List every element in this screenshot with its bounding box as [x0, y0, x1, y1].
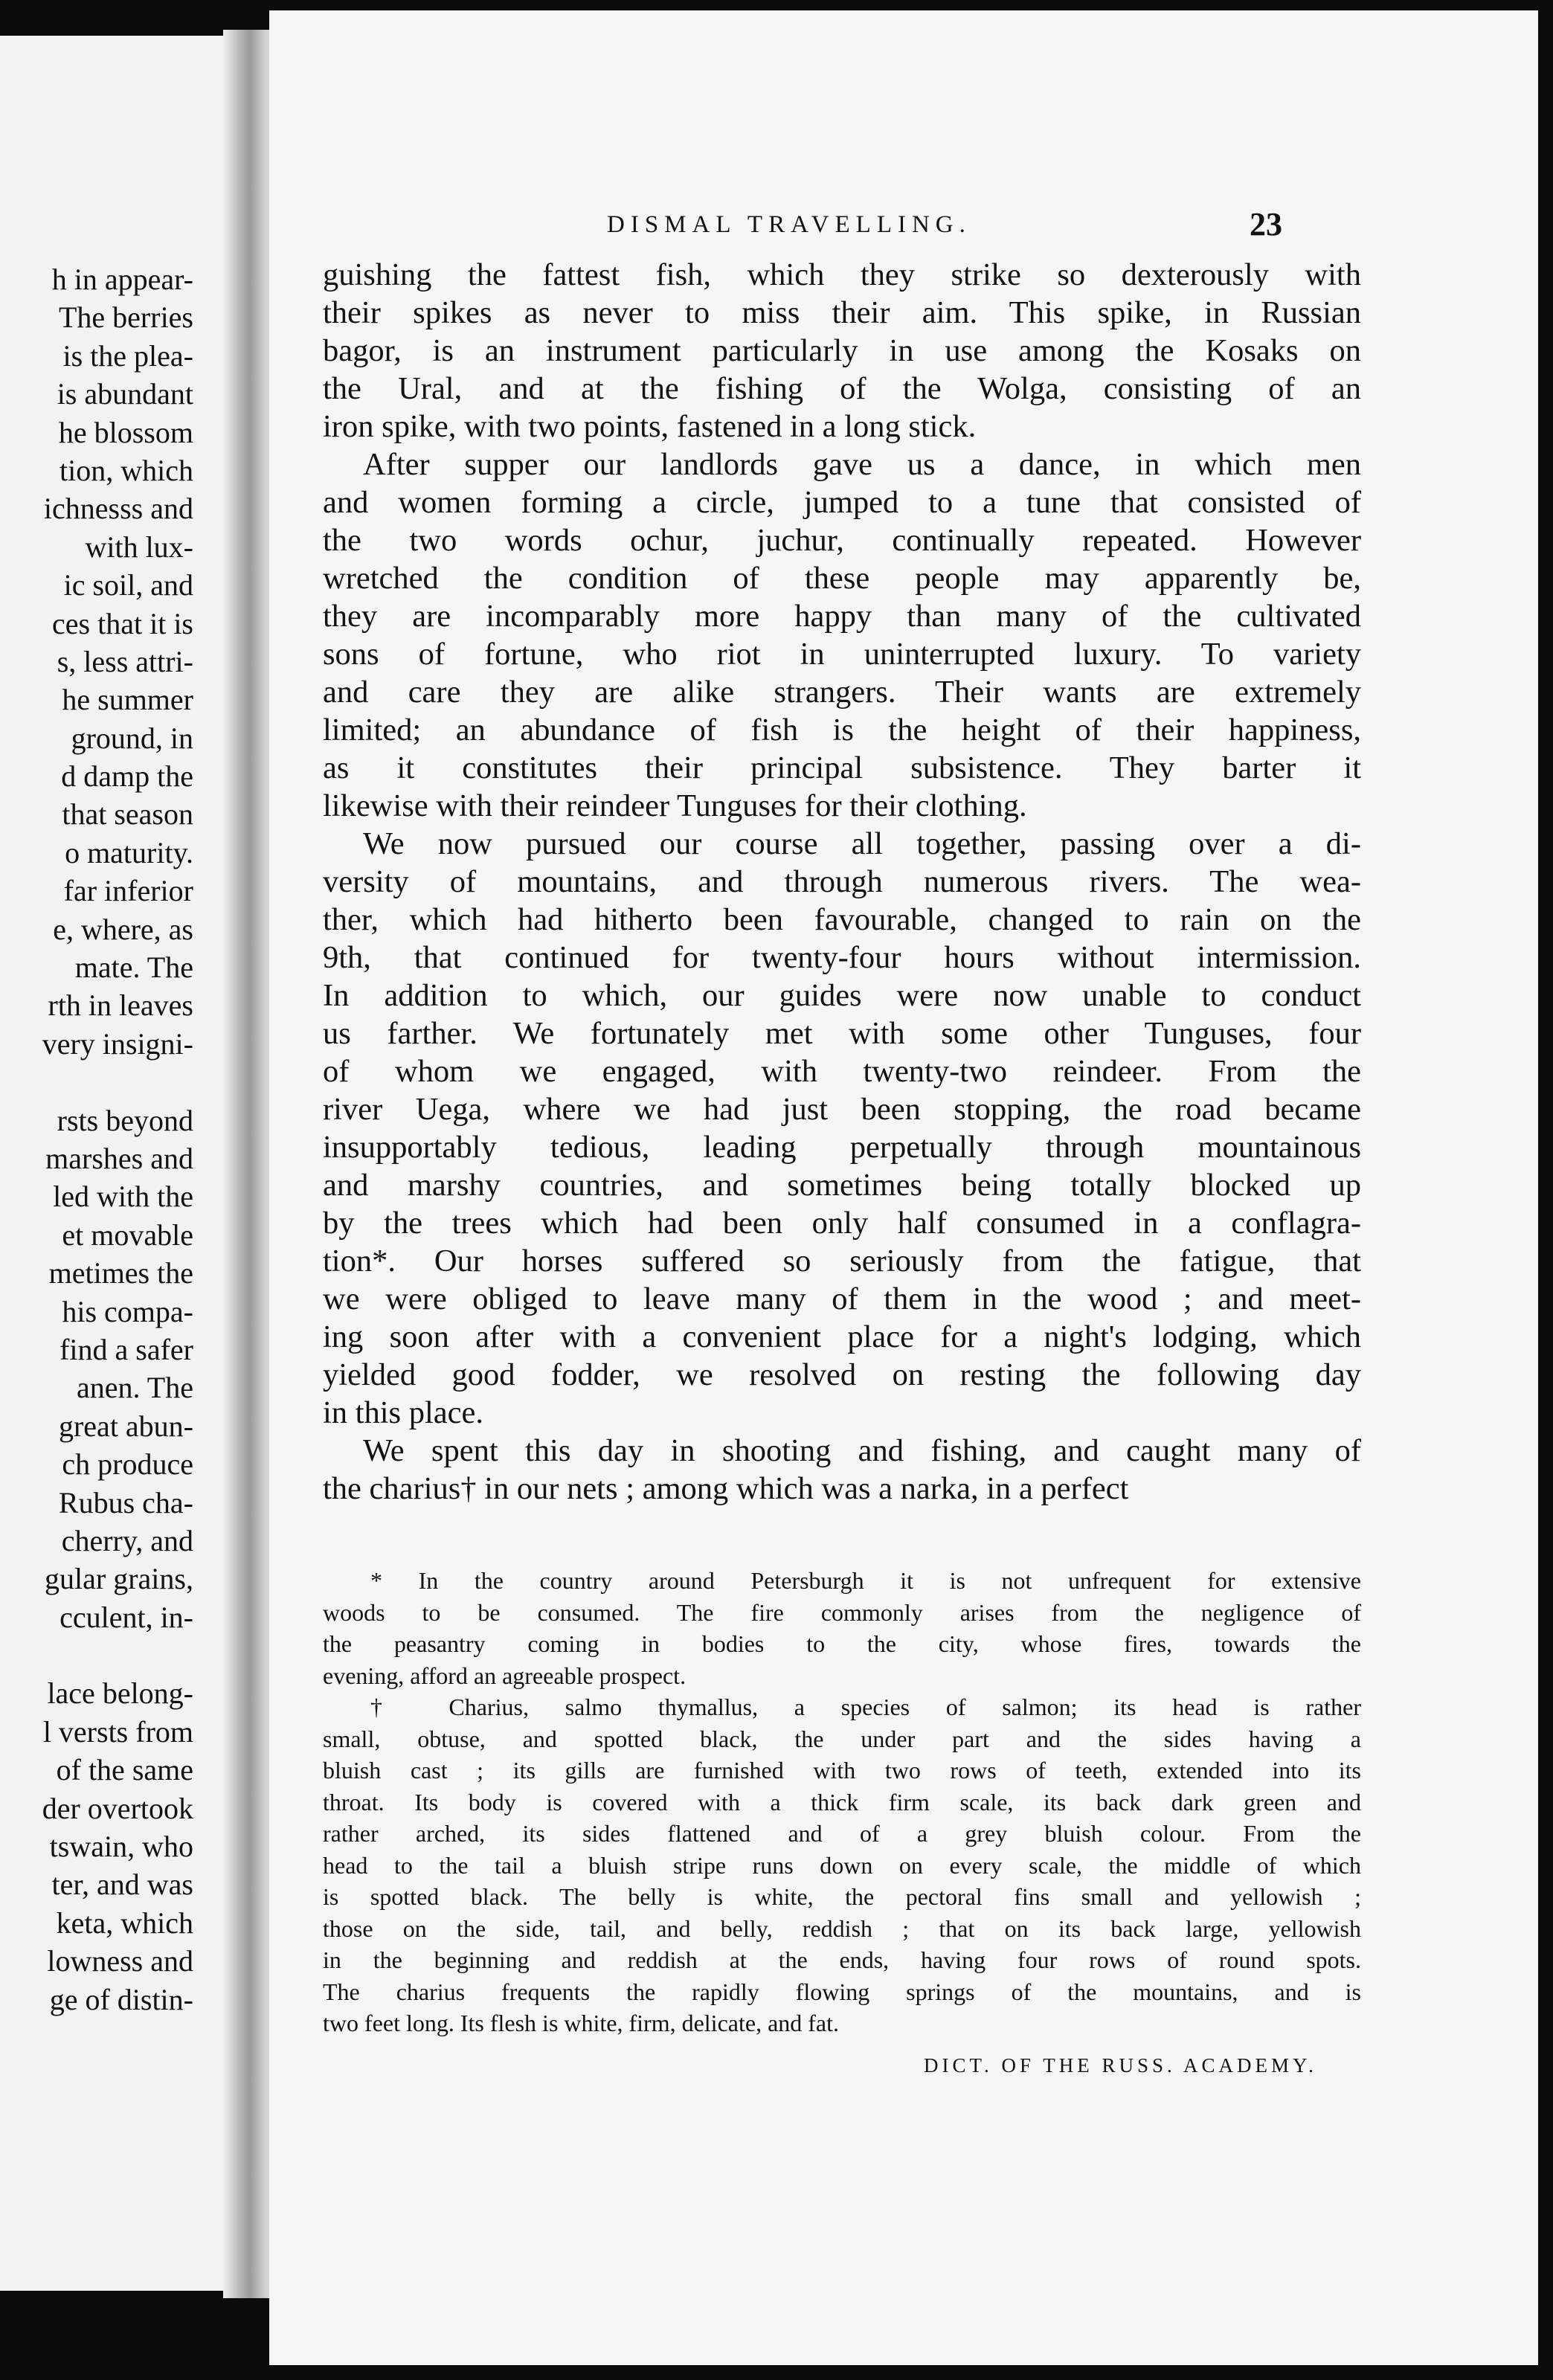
- footnote-line: woods to be consumed. The fire commonly arises from the negligence of: [323, 1598, 1361, 1626]
- footnote-line: bluish cast ; its gills are furnished with two rows of teeth, extended into its: [323, 1757, 1361, 1784]
- text-line: and marshy countries, and sometimes being totally blocked up: [323, 1168, 1361, 1203]
- left-page-line: h in appear-: [51, 263, 193, 296]
- text-line: their spikes as never to miss their aim. This spike, in Russian: [323, 295, 1361, 330]
- left-page-line: [0, 1063, 193, 1101]
- left-page-line: marshes and: [45, 1141, 193, 1175]
- text-line: sons of fortune, who riot in uninterrupted luxury. To variety: [323, 637, 1361, 672]
- left-page-line: ter, and was: [51, 1868, 193, 1902]
- page-header: [269, 206, 1534, 256]
- footnote-line: rather arched, its sides flattened and of a grey bluish colour. From the: [323, 1820, 1361, 1847]
- left-page-line: Rubus cha-: [58, 1485, 193, 1519]
- left-page-line: find a safer: [60, 1332, 193, 1366]
- left-page-line: lowness and: [47, 1944, 193, 1978]
- left-page-line: e, where, as: [53, 912, 193, 946]
- left-page-line: tion, which: [60, 453, 193, 487]
- left-page-line: is abundant: [57, 377, 193, 411]
- text-line: 9th, that continued for twenty-four hours without intermission.: [323, 940, 1361, 975]
- left-page: [0, 36, 245, 2291]
- left-page-line: ground, in: [71, 721, 193, 755]
- text-line: wretched the condition of these people may apparently be,: [323, 561, 1361, 596]
- text-line: bagor, is an instrument particularly in use among the Kosaks on: [323, 333, 1361, 368]
- left-page-line: rth in leaves: [48, 988, 193, 1023]
- text-line: the charius† in our nets ; among which was a narka, in a perfect: [323, 1471, 1129, 1506]
- footnote-line: The charius frequents the rapidly flowing springs of the mountains, and is: [323, 1978, 1361, 2005]
- left-page-line: The berries: [58, 300, 193, 335]
- text-line: ther, which had hitherto been favourable, changed to rain on the: [323, 902, 1361, 937]
- left-page-line: he blossom: [58, 415, 193, 449]
- left-page-line: et movable: [62, 1218, 193, 1252]
- left-page-line: far inferior: [63, 874, 193, 908]
- footnote-line: throat. Its body is covered with a thick firm scale, its back dark green and: [323, 1788, 1361, 1815]
- footnote-line: small, obtuse, and spotted black, the under part and the sides having a: [323, 1725, 1361, 1752]
- left-page-line: very insigni-: [42, 1026, 193, 1061]
- running-head: DISMAL TRAVELLING.: [607, 211, 971, 238]
- left-page-line: anen. The: [77, 1371, 193, 1405]
- text-line: tion*. Our horses suffered so seriously from the fatigue, that: [323, 1244, 1361, 1279]
- left-page-line: gular grains,: [45, 1562, 193, 1596]
- left-page-line: d damp the: [61, 759, 193, 794]
- page-number: 23: [1250, 206, 1282, 242]
- text-line: as it constitutes their principal subsistence. They barter it: [323, 750, 1361, 785]
- text-line: iron spike, with two points, fastened in a long stick.: [323, 409, 977, 444]
- left-page-line: o maturity.: [65, 835, 193, 869]
- left-page-line: rsts beyond: [57, 1103, 193, 1137]
- left-page-line: metimes the: [48, 1256, 193, 1290]
- footnote-line: is spotted black. The belly is white, the pectoral fins small and yellowish ;: [323, 1883, 1361, 1910]
- text-line: We now pursued our course all together, passing over a di-: [363, 826, 1361, 861]
- left-page-line: ic soil, and: [63, 568, 193, 602]
- text-line: the two words ochur, juchur, continually repeated. However: [323, 523, 1361, 558]
- text-line: insupportably tedious, leading perpetually through mountainous: [323, 1130, 1361, 1165]
- left-page-line: s, less attri-: [57, 644, 193, 678]
- text-line: river Uega, where we had just been stopping, the road became: [323, 1092, 1361, 1127]
- left-page-line: ces that it is: [52, 606, 193, 640]
- left-page-line: l versts from: [42, 1714, 193, 1749]
- left-page-line: [0, 1636, 193, 1674]
- text-line: We spent this day in shooting and fishing, and caught many of: [363, 1433, 1361, 1468]
- left-page-line: ge of distin-: [49, 1982, 193, 2016]
- left-page-line: great abun-: [58, 1409, 193, 1443]
- footnote-attribution: DICT. OF THE RUSS. ACADEMY.: [924, 2054, 1317, 2077]
- footnote-line: the peasantry coming in bodies to the city, whose fires, towards the: [323, 1630, 1361, 1657]
- text-line: yielded good fodder, we resolved on resting the following day: [323, 1357, 1361, 1392]
- text-line: After supper our landlords gave us a dance, in which men: [363, 447, 1361, 482]
- left-page-line: ichnesss and: [43, 492, 193, 526]
- footnote-line: * In the country around Petersburgh it is not unfrequent for extensive: [370, 1567, 1361, 1594]
- footnote-line: those on the side, tail, and belly, reddish ; that on its back large, yellowish: [323, 1914, 1361, 1942]
- left-page-line: keta, which: [56, 1905, 193, 1940]
- footnote-line: head to the tail a bluish stripe runs down on every scale, the middle of which: [323, 1851, 1361, 1879]
- footnote-line: † Charius, salmo thymallus, a species of salmon; its head is rather: [370, 1694, 1361, 1720]
- text-line: in this place.: [323, 1395, 483, 1430]
- text-line: guishing the fattest fish, which they strike so dexterously with: [323, 257, 1361, 292]
- text-line: and women forming a circle, jumped to a tune that consisted of: [323, 485, 1361, 520]
- text-line: and care they are alike strangers. Their wants are extremely: [323, 675, 1361, 710]
- text-line: us farther. We fortunately met with some other Tunguses, four: [323, 1016, 1361, 1051]
- left-page-line: lace belong-: [47, 1676, 193, 1711]
- text-line: they are incomparably more happy than many of the cultivated: [323, 599, 1361, 634]
- left-page-line: led with the: [53, 1180, 193, 1214]
- footnote-line: two feet long. Its flesh is white, firm, delicate, and fat.: [323, 2010, 840, 2036]
- footnote-line: evening, afford an agreeable prospect.: [323, 1662, 687, 1689]
- body-text: [323, 256, 1361, 1508]
- left-page-line: his compa-: [62, 1294, 193, 1328]
- text-line: the Ural, and at the fishing of the Wolga, consisting of an: [323, 371, 1361, 406]
- left-page-line: mate. The: [74, 951, 193, 985]
- left-page-line: of the same: [56, 1753, 193, 1787]
- text-line: limited; an abundance of fish is the height of their happiness,: [323, 713, 1361, 747]
- left-page-line: cculent, in-: [60, 1600, 193, 1634]
- footnote-line: in the beginning and reddish at the ends, having four rows of round spots.: [323, 1946, 1361, 1973]
- text-line: of whom we engaged, with twenty-two reindeer. From the: [323, 1054, 1361, 1089]
- text-line: In addition to which, our guides were now unable to conduct: [323, 978, 1361, 1013]
- text-line: ing soon after with a convenient place for a night's lodging, which: [323, 1319, 1361, 1354]
- left-page-line: with lux-: [85, 530, 193, 564]
- left-page-line: is the plea-: [62, 338, 193, 373]
- left-page-line: that season: [62, 797, 193, 832]
- text-line: we were obliged to leave many of them in the wood ; and meet-: [323, 1281, 1361, 1316]
- text-line: by the trees which had been only half consumed in a conflagra-: [323, 1206, 1361, 1241]
- left-page-line: ch produce: [62, 1447, 193, 1482]
- left-page-line: cherry, and: [61, 1523, 193, 1557]
- left-page-line: der overtook: [42, 1791, 193, 1825]
- footnotes: [323, 1565, 1361, 2039]
- left-page-text: [0, 260, 193, 2019]
- left-page-line: tswain, who: [49, 1830, 193, 1864]
- right-page: [269, 10, 1538, 2365]
- left-page-line: he summer: [62, 683, 193, 717]
- text-line: likewise with their reindeer Tunguses for their clothing.: [323, 788, 1027, 823]
- text-line: versity of mountains, and through numerous rivers. The wea-: [323, 864, 1361, 899]
